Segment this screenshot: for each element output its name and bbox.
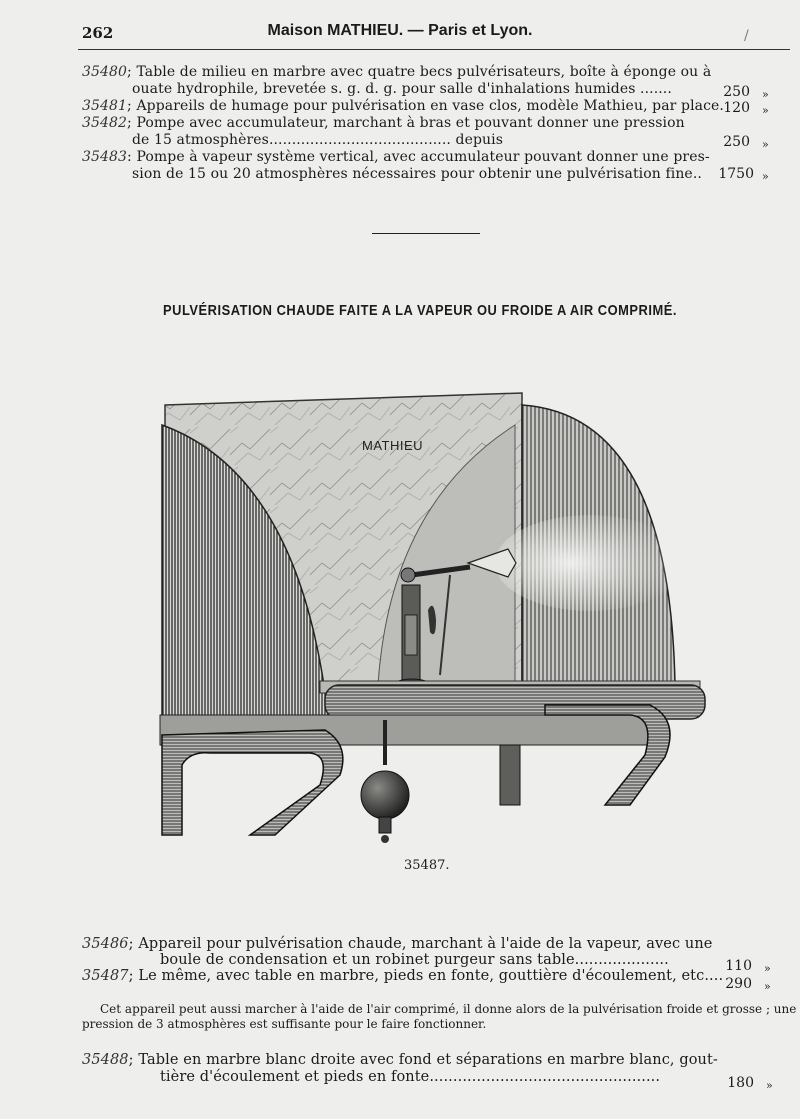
price-mark: » <box>762 104 769 117</box>
item-number: 35483 <box>82 149 128 165</box>
item-number: 35486 <box>82 936 129 952</box>
item-35488-line2: tière d'écoulement et pieds en fonte................................................. <box>160 1069 661 1085</box>
item-number: 35482 <box>82 115 128 131</box>
item-35483-line1: 35483: Pompe à vapeur système vertical, avec accumulateur pouvant donner une pres- <box>82 149 710 165</box>
item-35486-line2: boule de condensation et un robinet purgeur sans table.................... <box>160 952 669 968</box>
item-description: Appareils de humage pour pulvérisation en vase clos, modèle Mathieu, par place. <box>136 98 724 114</box>
item-35488-line1: 35488; Table en marbre blanc droite avec fond et séparations en marbre blanc, gout- <box>82 1052 718 1068</box>
price-mark: » <box>766 1079 773 1092</box>
price-mark: » <box>764 980 771 993</box>
price-mark: » <box>764 962 771 975</box>
item-description: Table en marbre blanc droite avec fond et séparations en marbre blanc, gout- <box>138 1052 718 1068</box>
item-35480-line2: ouate hydrophile, brevetée s. g. d. g. pour salle d'inhalations humides ....... <box>132 81 672 97</box>
item-number: 35480 <box>82 64 128 80</box>
item-price: 250 <box>723 84 750 100</box>
item-description: Pompe avec accumulateur, marchant à bras et pouvant donner une pression <box>136 115 685 131</box>
item-description: Pompe à vapeur système vertical, avec accumulateur pouvant donner une pres- <box>136 149 710 165</box>
item-price: 290 <box>725 976 752 992</box>
item-35487-line1: 35487; Le même, avec table en marbre, pieds en fonte, gouttière d'écoulement, etc.... <box>82 968 724 984</box>
margin-mark: / <box>744 28 749 44</box>
apparatus-illustration <box>150 385 715 855</box>
item-35483-line2: sion de 15 ou 20 atmosphères nécessaires pour obtenir une pulvérisation fine.. <box>132 166 702 182</box>
item-price: 180 <box>727 1075 754 1091</box>
price-mark: » <box>762 88 769 101</box>
item-description: Appareil pour pulvérisation chaude, marchant à l'aide de la vapeur, avec une <box>138 936 713 952</box>
brand-label: MATHIEU <box>362 438 424 453</box>
section-title: PULVÉRISATION CHAUDE FAITE A LA VAPEUR OU FROIDE A AIR COMPRIMÉ. <box>163 302 677 319</box>
item-35481-line1: 35481; Appareils de humage pour pulvérisation en vase clos, modèle Mathieu, par place. <box>82 98 724 114</box>
item-number: 35488 <box>82 1052 129 1068</box>
item-35482-line1: 35482; Pompe avec accumulateur, marchant à bras et pouvant donner une pression <box>82 115 685 131</box>
page-number: 262 <box>82 24 114 42</box>
item-number: 35481 <box>82 98 128 114</box>
item-price: 120 <box>723 100 750 116</box>
item-description: Le même, avec table en marbre, pieds en fonte, gouttière d'écoulement, etc.... <box>138 968 724 984</box>
item-price: 1750 <box>718 166 754 182</box>
item-price: 110 <box>725 958 752 974</box>
note-line1: Cet appareil peut aussi marcher à l'aide de l'air comprimé, il donne alors de la pulvérisation froide et grosse ; une <box>100 1002 797 1016</box>
note-line2: pression de 3 atmosphères est suffisante pour le faire fonctionner. <box>82 1017 487 1031</box>
item-35482-line2: de 15 atmosphères........................................ depuis <box>132 132 503 148</box>
item-number: 35487 <box>82 968 129 984</box>
item-35480-line1: 35480; Table de milieu en marbre avec quatre becs pulvérisateurs, boîte à éponge ou à <box>82 64 712 80</box>
figure-caption: 35487. <box>404 858 450 873</box>
price-mark: » <box>762 170 769 183</box>
item-price: 250 <box>723 134 750 150</box>
item-description: Table de milieu en marbre avec quatre becs pulvérisateurs, boîte à éponge ou à <box>136 64 712 80</box>
page-header-title: Maison MATHIEU. — Paris et Lyon. <box>267 22 533 39</box>
price-mark: » <box>762 138 769 151</box>
item-35486-line1: 35486; Appareil pour pulvérisation chaude, marchant à l'aide de la vapeur, avec une <box>82 936 713 952</box>
header-rule <box>78 49 790 50</box>
section-separator <box>372 233 480 234</box>
